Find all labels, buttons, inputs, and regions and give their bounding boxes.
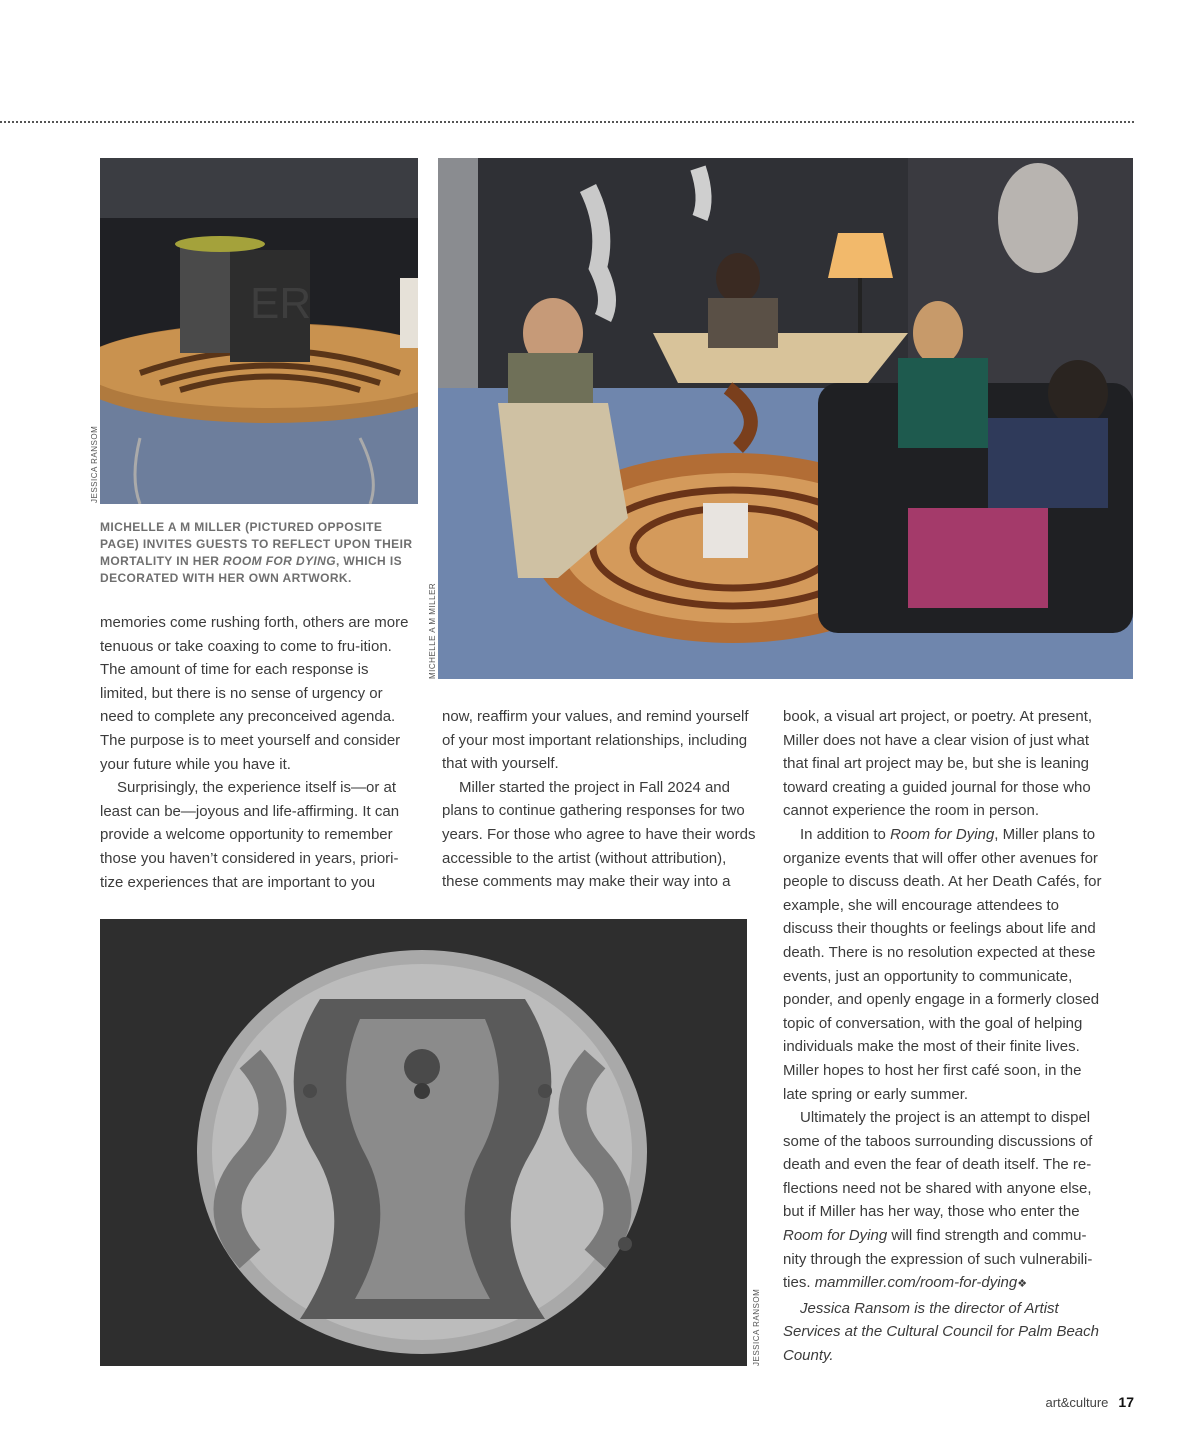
photo-credit-top-right: MICHELLE A M MILLER (428, 582, 437, 679)
paragraph: Surprisingly, the experience itself is—or at least can be—joyous and life-affirming. It can provide a welcome opportunity to remember those you haven’t considered in years, priori-tize experiences that are important to you (100, 779, 400, 891)
paragraph: memories come rushing forth, others are more tenuous or take coaxing to come to fru-ition. The amount of time for each response is limited, but there is no sense of urgency or need to complete any preconceived agenda. The purpose is to meet yourself and consider your future while you have it. (100, 614, 409, 773)
caption-text-end: , WHICH IS DECORATED WITH HER OWN ARTWORK. (100, 554, 402, 585)
text-column-2 (442, 705, 760, 894)
photo-credit-bottom: JESSICA RANSOM (752, 1288, 761, 1366)
text-column-3 (783, 705, 1103, 1368)
page-footer (1046, 1394, 1134, 1410)
paragraph: Miller started the project in Fall 2024 and plans to continue gathering responses for two years. For those who agree to have their words accessible to the artist (without attribution), these comments may make their way into a (442, 778, 756, 891)
work-title: Room for Dying (890, 825, 995, 843)
paragraph: Ultimately the project is an attempt to dispel some of the taboos surrounding discussions of death and even the fear of death itself. The re-flections need not be shared with anyone else, but if Miller has her way, those who enter the Room for Dying will find strength and commu-nity through the expression of such vulnerabili-ties. mammiller.com/room-for-dying❖ (783, 1109, 1093, 1292)
svg-text:ER: ER (250, 279, 312, 328)
photo-caption (100, 519, 418, 587)
photo-artwork-relief (100, 919, 747, 1366)
paragraph: now, reaffirm your values, and remind yourself of your most important relationships, including that with yourself. (442, 708, 749, 773)
work-title: Room for Dying (783, 1227, 888, 1245)
page-number: 17 (1118, 1394, 1134, 1410)
header-dotted-rule (0, 121, 1134, 123)
caption-text: MICHELLE A M MILLER (PICTURED OPPOSITE PAGE) INVITES GUESTS TO REFLECT UPON THEIR MORTALITY IN HER (100, 520, 413, 568)
author-bio: Jessica Ransom is the director of Artist Services at the Cultural Council for Palm Beach County. (783, 1299, 1099, 1365)
photo-table-book (100, 158, 418, 504)
paragraph: book, a visual art project, or poetry. At present, Miller does not have a clear vision of just what that final art project may be, but she is leaning toward creating a guided journal for those who cannot experience the room in person. (783, 708, 1093, 820)
text-column-1 (100, 611, 410, 894)
paragraph: In addition to Room for Dying, Miller plans to organize events that will offer other avenues for people to discuss death. At her Death Cafés, for example, she will encourage attendees to discuss their thoughts or feelings about life and death. There is no resolution expected at these events, just an opportunity to communicate, ponder, and openly engage in a formerly closed topic of conversation, with the goal of helping individuals make the most of their finite lives. Miller hopes to host her first café soon, in the late spring or early summer. (783, 825, 1102, 1103)
section-name: art&culture (1045, 1395, 1109, 1410)
photo-room-guests (438, 158, 1133, 679)
end-mark-icon: ❖ (1017, 1278, 1028, 1291)
caption-title: ROOM FOR DYING (223, 554, 336, 568)
photo-credit-top-left: JESSICA RANSOM (90, 425, 99, 503)
project-url-link[interactable]: mammiller.com/room-for-dying (814, 1274, 1018, 1292)
